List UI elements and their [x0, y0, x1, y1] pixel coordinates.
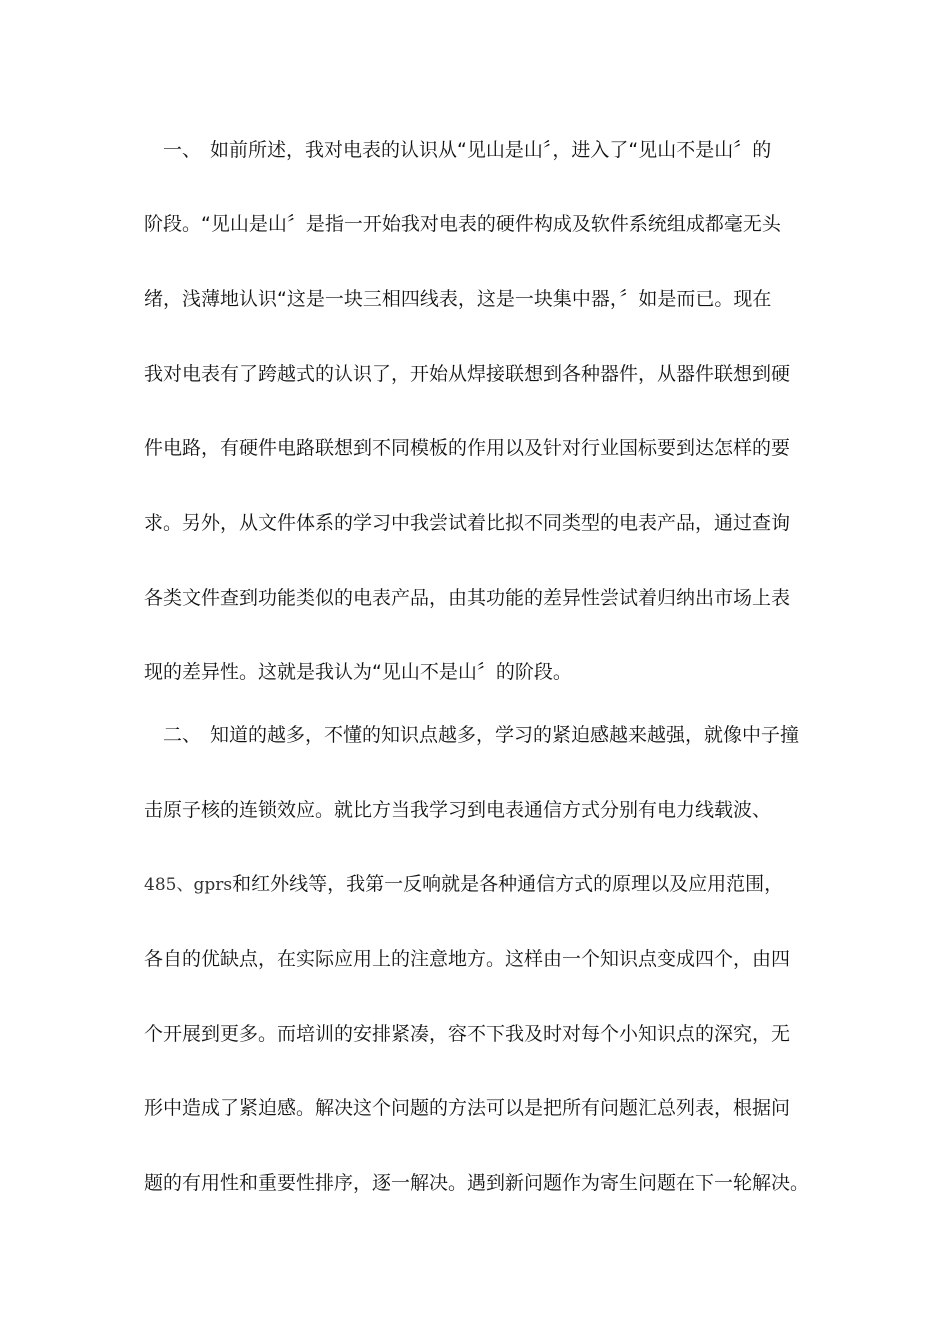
section1-line-7	[144, 582, 814, 614]
section1-line-5	[144, 432, 814, 464]
paragraph-text: 击原子核的连锁效应。就比方当我学习到电表通信方式分别有电力线载波、	[144, 799, 772, 821]
paragraph-text: 知道的越多，不懂的知识点越多，学习的紧迫感越来越强，就像中子撞	[210, 724, 800, 746]
paragraph-text: 阶段。“见山是山〞是指一开始我对电表的硬件构成及软件系统组成都毫无头	[144, 213, 781, 235]
section2-line-6	[144, 1092, 814, 1124]
paragraph-text: 各自的优缺点，在实际应用上的注意地方。这样由一个知识点变成四个，由四	[144, 948, 791, 970]
section1-line-1	[163, 134, 833, 166]
section2-line-7	[144, 1167, 814, 1199]
section2-line-2	[144, 794, 814, 826]
section1-marker: 一、	[163, 139, 202, 161]
paragraph-text: 个开展到更多。而培训的安排紧凑，容不下我及时对每个小知识点的深究，无	[144, 1023, 791, 1045]
paragraph-text: 现的差异性。这就是我认为“见山不是山〞的阶段。	[144, 661, 572, 683]
paragraph-text: 绪，浅薄地认识“这是一块三相四线表，这是一块集中器，〞如是而已。现在	[144, 288, 772, 310]
section1-line-3	[144, 283, 814, 315]
section2-line-5	[144, 1018, 814, 1050]
paragraph-text: 件电路，有硬件电路联想到不同模板的作用以及针对行业国标要到达怎样的要	[144, 437, 791, 459]
section2-line-4	[144, 943, 814, 975]
section1-line-6	[144, 507, 814, 539]
paragraph-text: 我对电表有了跨越式的认识了，开始从焊接联想到各种器件，从器件联想到硬	[144, 363, 791, 385]
section2-marker: 二、	[163, 724, 202, 746]
section1-line-8	[144, 656, 814, 688]
latin-prefix: 485、gprs	[144, 875, 233, 895]
paragraph-text: 和红外线等，我第一反响就是各种通信方式的原理以及应用范围，	[232, 873, 784, 895]
paragraph-text: 形中造成了紧迫感。解决这个问题的方法可以是把所有问题汇总列表，根据问	[144, 1097, 791, 1119]
paragraph-text: 如前所述，我对电表的认识从“见山是山〞，进入了“见山不是山〞的	[210, 139, 772, 161]
paragraph-text: 题的有用性和重要性排序，逐一解决。遇到新问题作为寄生问题在下一轮解决。	[144, 1172, 810, 1194]
paragraph-text: 求。另外，从文件体系的学习中我尝试着比拟不同类型的电表产品，通过查询	[144, 512, 791, 534]
section1-line-4	[144, 358, 814, 390]
section2-line-1	[163, 719, 833, 751]
section1-line-2	[144, 208, 814, 240]
paragraph-text: 各类文件查到功能类似的电表产品，由其功能的差异性尝试着归纳出市场上表	[144, 587, 791, 609]
section2-line-3	[144, 868, 814, 900]
